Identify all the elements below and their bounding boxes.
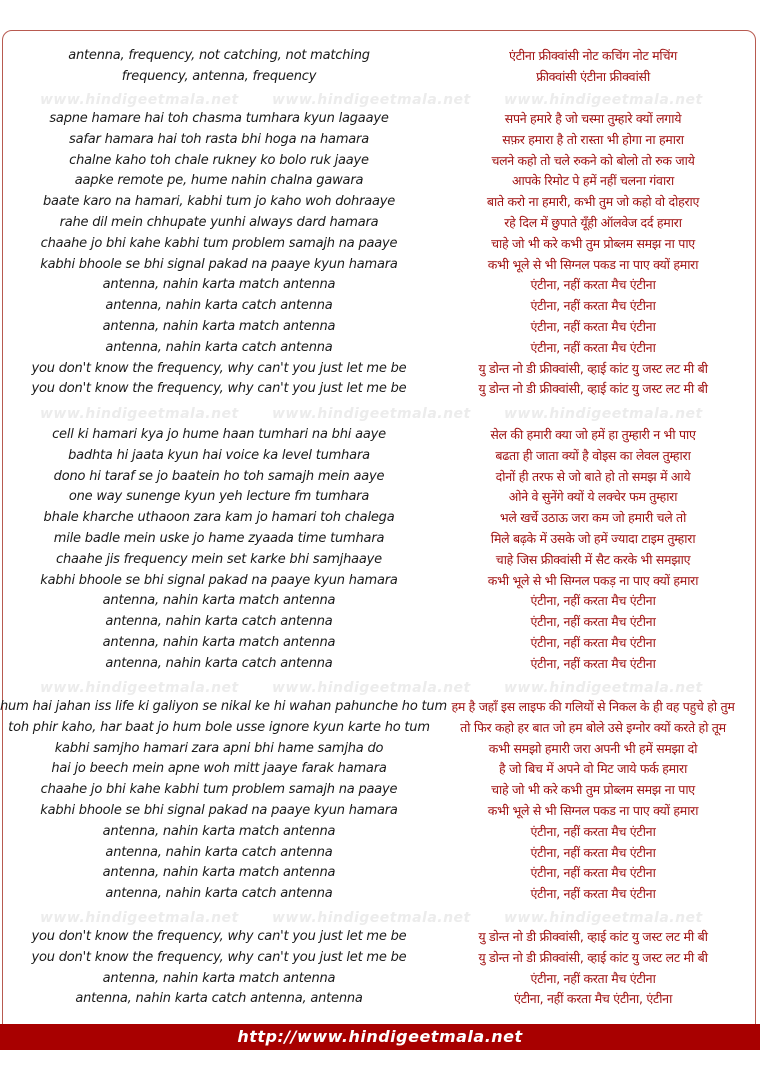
watermark-text: www.hindigeetmala.net [272,680,471,696]
lyric-line [0,338,760,359]
lyric-line [0,255,760,276]
lyric-line-hindi: चलने कहो तो चले रुकने को बोलो तो रुक जाये [491,152,695,168]
lyric-line-english: antenna, nahin karta catch antenna [105,298,333,314]
lyric-line-english: chaahe jo bhi kahe kabhi tum problem samajh na paaye [40,782,398,798]
lyric-line [0,151,760,172]
lyric-line-english: you don't know the frequency, why can't you just let me be [31,381,407,397]
lyric-line-hindi: आपके रिमोट पे हमें नहीं चलना गंवारा [512,173,674,189]
lyric-line [0,884,760,905]
watermark-text: www.hindigeetmala.net [40,92,239,108]
watermark-row [0,406,760,424]
lyric-line-english: antenna, nahin karta catch antenna [105,339,333,355]
lyric-line-hindi: भले खर्चे उठाऊ जरा कम जो हमारी चले तो [499,510,687,526]
lyric-line-hindi: एंटीना, नहीं करता मैच एंटीना [530,277,656,293]
lyric-line [0,379,760,400]
watermark-text: www.hindigeetmala.net [272,910,471,926]
lyric-line-hindi: एंटीना, नहीं करता मैच एंटीना [530,298,656,314]
lyric-line-hindi: है जो बिच में अपने वो मिट जाये फर्क हमारा [498,761,688,777]
watermark-row [0,910,760,928]
lyric-line [0,969,760,990]
lyric-line [0,948,760,969]
watermark-row [0,680,760,698]
lyric-line [0,697,760,718]
lyric-line-hindi: एंटीना, नहीं करता मैच एंटीना [530,844,656,860]
lyric-line-hindi: फ्रीक्वांसी एंटीना फ्रीक्वांसी [536,68,650,84]
lyric-line [0,739,760,760]
lyric-line [0,487,760,508]
lyric-line-hindi: यु डोन्त नो डी फ्रीक्वांसी, व्हाई कांट यु जस्ट लट मी बी [478,381,708,397]
lyric-line-english: toh phir kaho, har baat jo hum bole usse ignore kyun karte ho tum [8,719,430,735]
lyric-line [0,359,760,380]
lyrics-stanza [0,697,760,905]
lyric-line [0,425,760,446]
lyric-line-hindi: एंटीना फ्रीक्वांसी नोट कचिंग नोट मचिंग [509,48,677,63]
lyric-line [0,654,760,675]
lyric-line-hindi: एंटीना, नहीं करता मैच एंटीना [530,634,656,650]
lyric-line-english: you don't know the frequency, why can't you just let me be [31,360,407,376]
lyric-line-hindi: एंटीना, नहीं करता मैच एंटीना [530,886,656,902]
lyric-line-hindi: सफ़र हमारा है तो रास्ता भी होगा ना हमारा [502,131,684,147]
lyric-line-hindi: यु डोन्त नो डी फ्रीक्वांसी, व्हाई कांट यु जस्ट लट मी बी [478,949,708,965]
lyric-line-hindi: एंटीना, नहीं करता मैच एंटीना [530,593,656,609]
lyric-line [0,822,760,843]
footer-url[interactable]: http://www.hindigeetmala.net [0,1024,760,1050]
lyric-line [0,759,760,780]
lyric-line [0,780,760,801]
lyric-line-hindi: एंटीना, नहीं करता मैच एंटीना [530,318,656,334]
watermark-row [0,92,760,110]
lyric-line-english: antenna, nahin karta match antenna [102,593,336,609]
watermark-text: www.hindigeetmala.net [504,92,703,108]
lyric-line [0,46,760,67]
lyric-line-hindi: एंटीना, नहीं करता मैच एंटीना [530,339,656,355]
lyric-line-hindi: सेल की हमारी क्या जो हमें हा तुम्हारी न भी पाए [490,427,696,442]
lyric-line-hindi: कभी भूले से भी सिग्नल पकड ना पाए क्यों हमारा [487,256,699,272]
lyric-line-hindi: बाते करो ना हमारी, कभी तुम जो कहो वो दोहराए [486,194,700,210]
lyric-line-hindi: एंटीना, नहीं करता मैच एंटीना [530,823,656,839]
lyric-line [0,467,760,488]
lyric-line [0,296,760,317]
watermark-text: www.hindigeetmala.net [40,910,239,926]
lyric-line [0,192,760,213]
lyric-line-english: baate karo na hamari, kabhi tum jo kaho woh dohraaye [42,194,396,210]
lyric-line-hindi: ओने वे सुनेंगे क्यों ये लक्चेर फम तुम्हारा [508,489,678,505]
lyric-line [0,633,760,654]
watermark-text: www.hindigeetmala.net [40,680,239,696]
lyric-line [0,275,760,296]
lyric-line-english: frequency, antenna, frequency [121,68,317,84]
lyric-line [0,67,760,88]
lyric-line-hindi: एंटीना, नहीं करता मैच एंटीना [530,970,656,986]
lyric-line [0,927,760,948]
lyric-line-hindi: एंटीना, नहीं करता मैच एंटीना [530,614,656,630]
lyric-line [0,801,760,822]
watermark-text: www.hindigeetmala.net [272,406,471,422]
lyric-line [0,612,760,633]
lyric-line-english: antenna, nahin karta catch antenna, antenna [75,991,363,1007]
lyric-line-english: chaahe jis frequency mein set karke bhi samjhaaye [56,551,382,567]
lyric-line-english: one way sunenge kyun yeh lecture fm tumhara [68,489,370,505]
lyric-line [0,989,760,1010]
lyric-line-hindi: एंटीना, नहीं करता मैच एंटीना [530,655,656,671]
lyrics-stanza [0,46,760,88]
lyric-line-english: hai jo beech mein apne woh mitt jaaye farak hamara [51,761,387,777]
lyric-line [0,130,760,151]
lyric-line [0,843,760,864]
lyric-line-english: antenna, nahin karta catch antenna [105,844,333,860]
lyric-line-english: kabhi bhoole se bhi signal pakad na paaye kyun hamara [40,802,398,818]
watermark-text: www.hindigeetmala.net [40,406,239,422]
lyric-line-hindi: कभी भूले से भी सिग्नल पकड ना पाए क्यों हमारा [487,802,699,818]
lyric-line [0,234,760,255]
lyric-line-english: bhale kharche uthaoon zara kam jo hamari toh chalega [43,510,395,526]
lyric-line-english: aapke remote pe, hume nahin chalna gawara [74,173,364,189]
lyric-line-english: sapne hamare hai toh chasma tumhara kyun lagaaye [49,111,389,126]
lyric-line-hindi: कभी भूले से भी सिग्नल पकड़ ना पाए क्यों हमारा [487,572,699,588]
watermark-text: www.hindigeetmala.net [504,406,703,422]
lyric-line-english: hum hai jahan iss life ki galiyon se nikal ke hi wahan pahunche ho tum [0,699,447,714]
lyrics-stanza [0,927,760,1010]
lyric-line [0,591,760,612]
lyric-line-hindi: एंटीना, नहीं करता मैच एंटीना, एंटीना [513,991,673,1007]
lyric-line [0,571,760,592]
lyric-line-hindi: एंटीना, नहीं करता मैच एंटीना [530,865,656,881]
lyric-line [0,529,760,550]
lyric-line-english: antenna, nahin karta match antenna [102,823,336,839]
lyric-line-hindi: यु डोन्त नो डी फ्रीक्वांसी, व्हाई कांट यु जस्ट लट मी बी [478,929,708,944]
lyric-line [0,446,760,467]
lyric-line-hindi: रहे दिल में छुपाते यूँही ऑलवेज दर्द हमारा [504,214,682,230]
lyric-line-english: chalne kaho toh chale rukney ko bolo ruk jaaye [69,152,369,168]
lyric-line-english: you don't know the frequency, why can't you just let me be [31,929,407,944]
lyric-line-english: you don't know the frequency, why can't you just let me be [31,949,407,965]
lyric-line-english: kabhi bhoole se bhi signal pakad na paaye kyun hamara [40,572,398,588]
lyric-line-hindi: हम है जहाँ इस लाइफ की गलियों से निकल के ही वह पहुचे हो तुम [451,699,735,714]
lyric-line-hindi: चाहे जिस फ्रीक्वांसी में सैट करके भी समझाए [495,551,691,567]
lyric-line-hindi: यु डोन्त नो डी फ्रीक्वांसी, व्हाई कांट यु जस्ट लट मी बी [478,360,708,376]
lyric-line-english: antenna, nahin karta catch antenna [105,655,333,671]
lyric-line-english: antenna, nahin karta match antenna [102,865,336,881]
lyric-line-english: dono hi taraf se jo baatein ho toh samajh mein aaye [53,468,385,484]
lyric-line [0,213,760,234]
lyric-line [0,109,760,130]
lyric-line [0,317,760,338]
watermark-text: www.hindigeetmala.net [272,92,471,108]
lyric-line [0,550,760,571]
lyric-line-hindi: तो फिर कहो हर बात जो हम बोले उसे इग्नोर क्यों करते हो तूम [460,719,726,735]
lyric-line-english: antenna, nahin karta catch antenna [105,886,333,902]
lyric-line-english: antenna, nahin karta match antenna [102,970,336,986]
lyric-line-hindi: बढता ही जाता क्यों है वोइस का लेवल तुम्हारा [495,447,691,463]
lyrics-stanza [0,109,760,400]
lyric-line-english: rahe dil mein chhupate yunhi always dard hamara [59,214,379,230]
lyric-line [0,171,760,192]
lyric-line-hindi: कभी समझो हमारी जरा अपनी भी हमें समझा दो [488,740,698,756]
lyric-line-english: antenna, nahin karta match antenna [102,318,336,334]
lyric-line-english: antenna, nahin karta match antenna [102,277,336,293]
lyric-line-english: antenna, nahin karta catch antenna [105,614,333,630]
lyric-line-hindi: चाहे जो भी करे कभी तुम प्रोब्लम समझ ना पाए [491,235,695,251]
lyric-line-english: antenna, frequency, not catching, not matching [68,48,370,63]
lyric-line-hindi: दोनों ही तरफ से जो बाते हो तो समझ में आये [495,468,691,484]
lyric-line-english: kabhi bhoole se bhi signal pakad na paaye kyun hamara [40,256,398,272]
lyric-line-english: kabhi samjho hamari zara apni bhi hame samjha do [54,740,384,756]
lyric-line-hindi: मिले बढ़के में उसके जो हमें ज्यादा टाइम तुम्हारा [490,530,696,546]
lyric-line-english: chaahe jo bhi kahe kabhi tum problem samajh na paaye [40,235,398,251]
lyric-line [0,508,760,529]
lyric-line-hindi: सपने हमारे है जो चस्मा तुम्हारे क्यों लगाये [504,111,682,126]
watermark-text: www.hindigeetmala.net [504,910,703,926]
lyric-line-english: cell ki hamari kya jo hume haan tumhari na bhi aaye [52,427,386,442]
lyric-line [0,863,760,884]
lyric-line-hindi: चाहे जो भी करे कभी तुम प्रोब्लम समझ ना पाए [491,782,695,798]
lyrics-stanza [0,425,760,675]
lyric-line-english: safar hamara hai toh rasta bhi hoga na hamara [69,131,369,147]
watermark-text: www.hindigeetmala.net [504,680,703,696]
lyric-line [0,718,760,739]
lyric-line-english: mile badle mein uske jo hame zyaada time tumhara [53,530,385,546]
lyric-line-english: antenna, nahin karta match antenna [102,634,336,650]
lyric-line-english: badhta hi jaata kyun hai voice ka level tumhara [68,447,370,463]
